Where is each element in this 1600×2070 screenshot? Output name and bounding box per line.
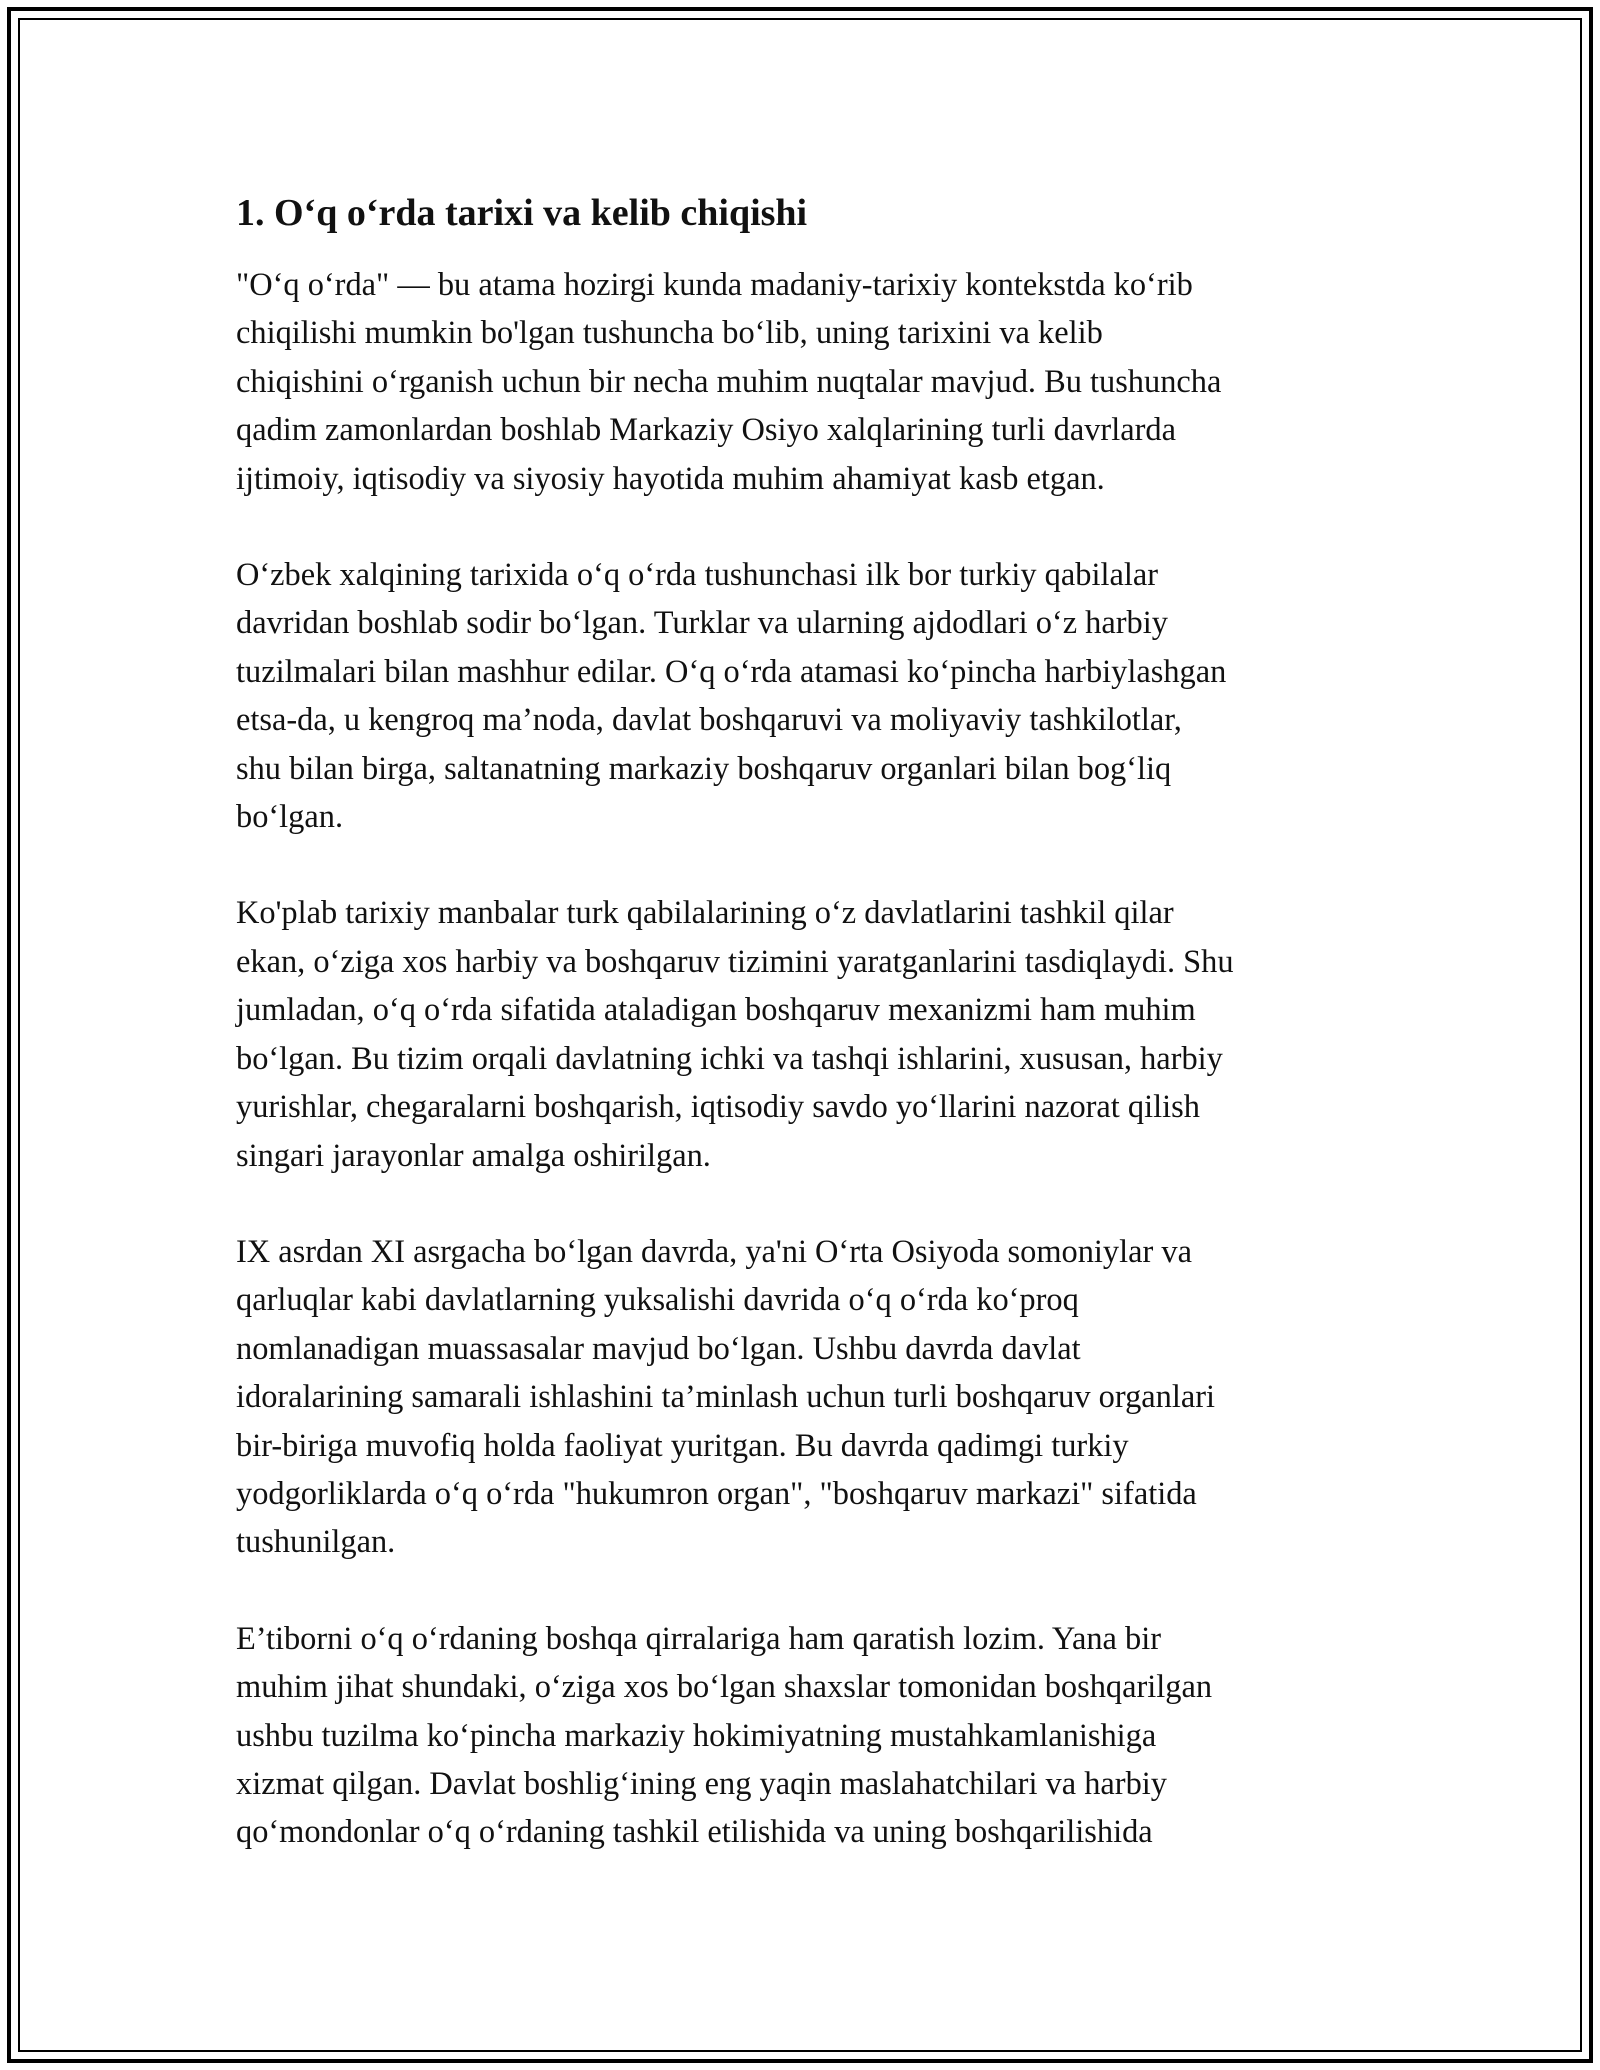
text-line: yurishlar, chegaralarni boshqarish, iqtisodiy savdo yo‘llarini nazorat qilish bbox=[236, 1089, 1200, 1126]
text-line: tushunilgan. bbox=[236, 1524, 396, 1561]
text-line: jumladan, o‘q o‘rda sifatida ataladigan boshqaruv mexanizmi ham muhim bbox=[236, 992, 1196, 1029]
paragraph-1 bbox=[236, 261, 1376, 503]
document-body bbox=[236, 185, 1376, 1905]
text-line: E’tiborni o‘q o‘rdaning boshqa qirralariga ham qaratish lozim. Yana bir bbox=[236, 1620, 1162, 1657]
text-line: ushbu tuzilma ko‘pincha markaziy hokimiyatning mustahkamlanishiga bbox=[236, 1717, 1157, 1754]
text-line: xizmat qilgan. Davlat boshlig‘ining eng yaqin maslahatchilari va harbiy bbox=[236, 1765, 1167, 1802]
paragraph-3 bbox=[236, 889, 1376, 1179]
text-line: yodgorliklarda o‘q o‘rda "hukumron organ", "boshqaruv markazi" sifatida bbox=[236, 1475, 1197, 1512]
text-line: chiqilishi mumkin bo'lgan tushuncha bo‘lib, uning tarixini va kelib bbox=[236, 315, 1103, 352]
text-line: bo‘lgan. bbox=[236, 799, 344, 836]
text-line: muhim jihat shundaki, o‘ziga xos bo‘lgan shaxslar tomonidan boshqarilgan bbox=[236, 1669, 1213, 1706]
text-line: ijtimoiy, iqtisodiy va siyosiy hayotida muhim ahamiyat kasb etgan. bbox=[236, 460, 1105, 497]
text-line: O‘zbek xalqining tarixida o‘q o‘rda tushunchasi ilk bor turkiy qabilalar bbox=[236, 557, 1158, 594]
text-line: tuzilmalari bilan mashhur edilar. O‘q o‘rda atamasi ko‘pincha harbiylashgan bbox=[236, 653, 1227, 690]
paragraph-2 bbox=[236, 551, 1376, 841]
text-line: chiqishini o‘rganish uchun bir necha muhim nuqtalar mavjud. Bu tushuncha bbox=[236, 363, 1222, 400]
text-line: "O‘q o‘rda" — bu atama hozirgi kunda madaniy-tarixiy kontekstda ko‘rib bbox=[236, 267, 1193, 303]
text-line: bo‘lgan. Bu tizim orqali davlatning ichki va tashqi ishlarini, xususan, harbiy bbox=[236, 1040, 1223, 1077]
text-line: qadim zamonlardan boshlab Markaziy Osiyo xalqlarining turli davrlarda bbox=[236, 412, 1176, 449]
text-line: singari jarayonlar amalga oshirilgan. bbox=[236, 1137, 711, 1174]
section-heading: 1. O‘q o‘rda tarixi va kelib chiqishi bbox=[236, 192, 808, 234]
text-line: Ko'plab tarixiy manbalar turk qabilalarining o‘z davlatlarini tashkil qilar bbox=[236, 895, 1174, 932]
text-line: shu bilan birga, saltanatning markaziy boshqaruv organlari bilan bog‘liq bbox=[236, 750, 1172, 787]
text-line: bir-biriga muvofiq holda faoliyat yuritgan. Bu davrda qadimgi turkiy bbox=[236, 1427, 1129, 1464]
text-line: davridan boshlab sodir bo‘lgan. Turklar va ularning ajdodlari o‘z harbiy bbox=[236, 605, 1168, 642]
text-line: IX asrdan XI asrgacha bo‘lgan davrda, ya'ni O‘rta Osiyoda somoniylar va bbox=[236, 1233, 1192, 1270]
paragraph-4 bbox=[236, 1228, 1376, 1567]
text-line: nomlanadigan muassasalar mavjud bo‘lgan. Ushbu davrda davlat bbox=[236, 1330, 1081, 1367]
text-line: ekan, o‘ziga xos harbiy va boshqaruv tizimini yaratganlarini tasdiqlaydi. Shu bbox=[236, 943, 1234, 980]
text-line: qo‘mondonlar o‘q o‘rdaning tashkil etilishida va uning boshqarilishida bbox=[236, 1814, 1153, 1851]
text-line: idoralarining samarali ishlashini ta’minlash uchun turli boshqaruv organlari bbox=[236, 1379, 1215, 1416]
text-line: qarluqlar kabi davlatlarning yuksalishi davrida o‘q o‘rda ko‘proq bbox=[236, 1282, 1079, 1319]
text-line: etsa-da, u kengroq ma’noda, davlat boshqaruvi va moliyaviy tashkilotlar, bbox=[236, 702, 1182, 739]
paragraph-5 bbox=[236, 1615, 1376, 1857]
